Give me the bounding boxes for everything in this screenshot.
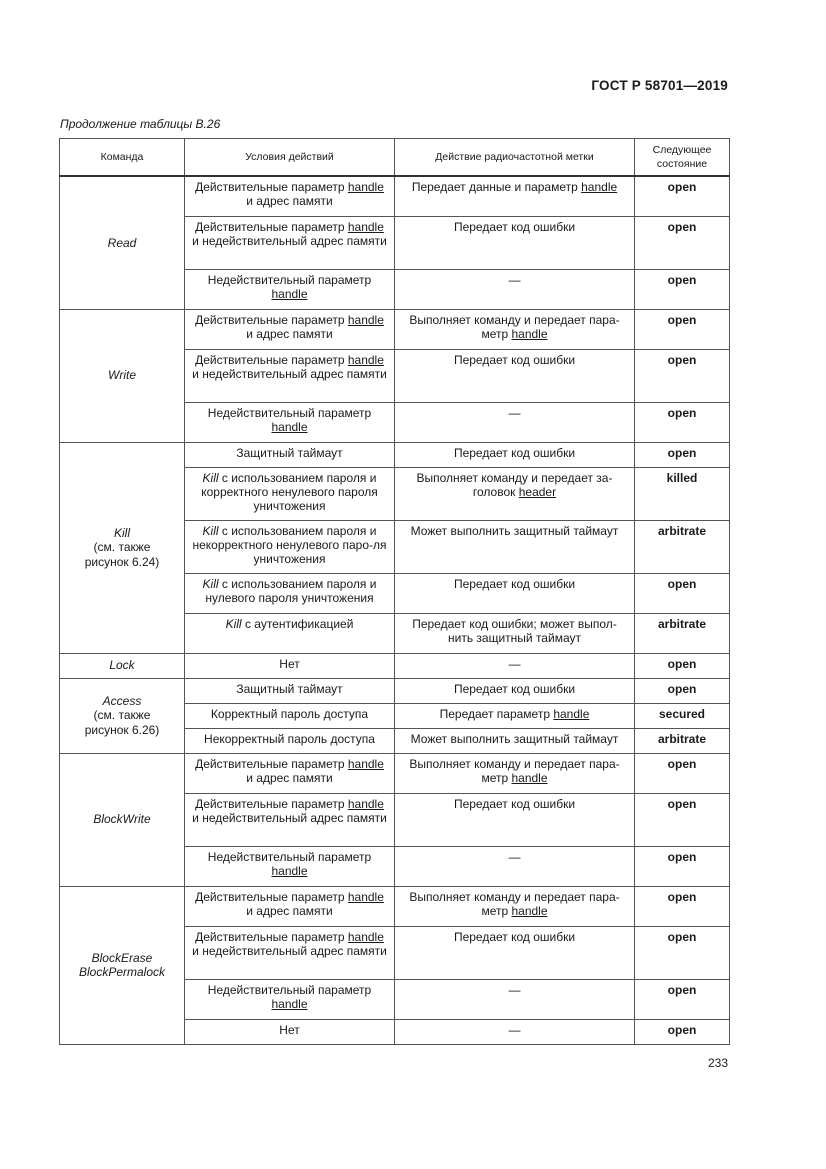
table-row — [60, 753, 730, 793]
action-cell: Может выполнить защитный таймаут — [395, 728, 635, 753]
page-number: 233 — [707, 1056, 728, 1070]
condition-cell: Недействительный параметр handle — [185, 979, 395, 1019]
action-cell: Передает параметр handle — [395, 703, 635, 728]
action-cell: Передает код ошибки — [395, 793, 635, 846]
table-row — [60, 442, 730, 467]
action-cell: Передает код ошибки — [395, 573, 635, 613]
action-cell: — — [395, 269, 635, 309]
action-cell: Выполняет команду и передает за-головок header — [395, 467, 635, 520]
condition-cell: Недействительный параметр handle — [185, 846, 395, 886]
condition-cell: Защитный таймаут — [185, 442, 395, 467]
condition-cell: Действительные параметр handle и адрес памяти — [185, 753, 395, 793]
table-header-row — [60, 139, 730, 177]
condition-cell: Недействительный параметр handle — [185, 402, 395, 442]
action-cell: Передает код ошибки — [395, 926, 635, 979]
action-cell: Передает код ошибки; может выпол-нить защитный таймаут — [395, 613, 635, 653]
table-caption: Продолжение таблицы В.26 — [60, 117, 221, 131]
state-cell: open — [635, 309, 730, 349]
column-header-command: Команда — [60, 139, 185, 177]
condition-cell: Действительные параметр handle и адрес памяти — [185, 176, 395, 216]
state-cell: open — [635, 349, 730, 402]
condition-cell: Нет — [185, 653, 395, 678]
state-cell: killed — [635, 467, 730, 520]
condition-cell: Действительные параметр handle и недействительный адрес памяти — [185, 926, 395, 979]
command-cell: Kill (см. также рисунок 6.24) — [60, 442, 185, 653]
table-row — [60, 678, 730, 703]
action-cell: — — [395, 846, 635, 886]
state-cell: open — [635, 573, 730, 613]
table-row — [60, 309, 730, 349]
state-cell: open — [635, 793, 730, 846]
condition-cell: Недействительный параметр handle — [185, 269, 395, 309]
table-row — [60, 653, 730, 678]
action-cell: — — [395, 1019, 635, 1044]
column-header-conditions: Условия действий — [185, 139, 395, 177]
condition-cell: Действительные параметр handle и недействительный адрес памяти — [185, 216, 395, 269]
state-cell: open — [635, 678, 730, 703]
state-cell: open — [635, 1019, 730, 1044]
condition-cell: Действительные параметр handle и адрес памяти — [185, 309, 395, 349]
action-cell: — — [395, 653, 635, 678]
action-cell: — — [395, 402, 635, 442]
condition-cell: Kill с аутентификацией — [185, 613, 395, 653]
column-header-action: Действие радиочастотной метки — [395, 139, 635, 177]
command-cell: Read — [60, 176, 185, 309]
command-cell: Write — [60, 309, 185, 442]
action-cell: Выполняет команду и передает пара-метр handle — [395, 309, 635, 349]
command-cell: Access (см. также рисунок 6.26) — [60, 678, 185, 753]
table-row — [60, 176, 730, 216]
action-cell: Передает код ошибки — [395, 216, 635, 269]
table-row — [60, 886, 730, 926]
condition-cell: Действительные параметр handle и недействительный адрес памяти — [185, 349, 395, 402]
command-cell: BlockErase BlockPermalock — [60, 886, 185, 1044]
action-cell: Выполняет команду и передает пара-метр handle — [395, 753, 635, 793]
document-header: ГОСТ Р 58701—2019 — [591, 78, 728, 93]
condition-cell: Нет — [185, 1019, 395, 1044]
state-cell: open — [635, 653, 730, 678]
state-transition-table — [59, 138, 730, 1045]
state-cell: open — [635, 979, 730, 1019]
state-cell: arbitrate — [635, 520, 730, 573]
state-cell: open — [635, 886, 730, 926]
condition-cell: Kill с использованием пароля и нулевого пароля уничтожения — [185, 573, 395, 613]
state-cell: open — [635, 846, 730, 886]
action-cell: Передает код ошибки — [395, 442, 635, 467]
state-cell: open — [635, 176, 730, 216]
condition-cell: Корректный пароль доступа — [185, 703, 395, 728]
state-cell: open — [635, 269, 730, 309]
state-cell: open — [635, 926, 730, 979]
condition-cell: Действительные параметр handle и адрес памяти — [185, 886, 395, 926]
command-cell: Lock — [60, 653, 185, 678]
state-cell: open — [635, 442, 730, 467]
action-cell: Передает код ошибки — [395, 349, 635, 402]
state-cell: arbitrate — [635, 613, 730, 653]
condition-cell: Некорректный пароль доступа — [185, 728, 395, 753]
action-cell: Передает код ошибки — [395, 678, 635, 703]
condition-cell: Действительные параметр handle и недействительный адрес памяти — [185, 793, 395, 846]
condition-cell: Kill с использованием пароля и некорректного ненулевого паро-ля уничтожения — [185, 520, 395, 573]
state-cell: open — [635, 216, 730, 269]
state-cell: open — [635, 402, 730, 442]
action-cell: Может выполнить защитный таймаут — [395, 520, 635, 573]
state-cell: open — [635, 753, 730, 793]
action-cell: Выполняет команду и передает пара-метр handle — [395, 886, 635, 926]
state-cell: arbitrate — [635, 728, 730, 753]
condition-cell: Защитный таймаут — [185, 678, 395, 703]
state-cell: secured — [635, 703, 730, 728]
command-cell: BlockWrite — [60, 753, 185, 886]
action-cell: Передает данные и параметр handle — [395, 176, 635, 216]
column-header-next-state: Следующее состояние — [635, 139, 730, 177]
action-cell: — — [395, 979, 635, 1019]
condition-cell: Kill с использованием пароля и корректного ненулевого пароля уничтожения — [185, 467, 395, 520]
